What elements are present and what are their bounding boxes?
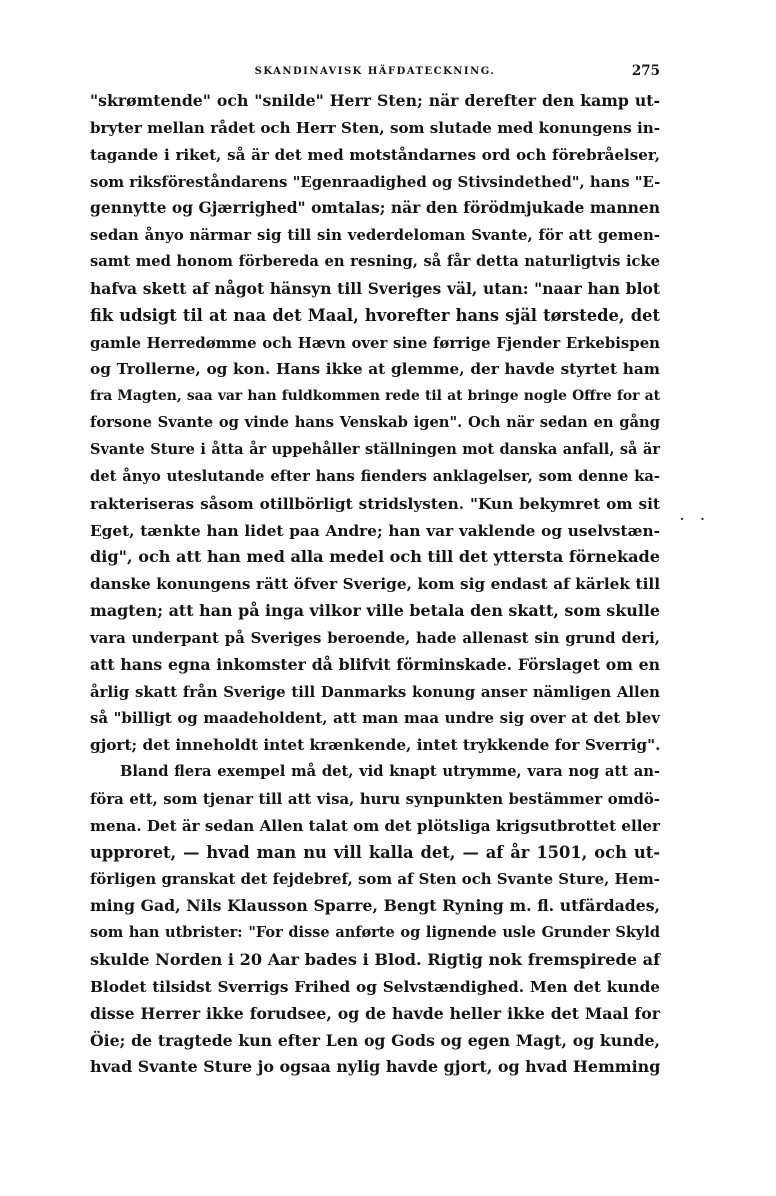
text-line: "skrømtende" och "snilde" Herr Sten; när derefter den kamp ut- xyxy=(90,91,660,110)
page-number: 275 xyxy=(631,63,660,79)
text-line: gjort; det inneholdt intet krænkende, intet trykkende for Sverrig". xyxy=(90,736,661,755)
text-line: Svante Sture i åtta år uppehåller ställningen mot danska anfall, så är xyxy=(90,440,660,458)
text-line: det ånyo uteslutande efter hans fienders anklagelser, som denne ka- xyxy=(90,467,660,485)
text-line: fik udsigt til at naa det Maal, hvorefter hans själ tørstede, det xyxy=(90,305,660,325)
text-line: rakteriseras såsom otillbörligt stridslysten. "Kun bekymret om sit xyxy=(90,494,660,513)
text-line: förligen granskat det fejdebref, som af Sten och Svante Sture, Hem- xyxy=(90,870,660,889)
text-line: Öie; de tragtede kun efter Len og Gods og egen Magt, og kunde, xyxy=(90,1030,660,1050)
text-line: gamle Herredømme och Hævn over sine førrige Fjender Erkebispen xyxy=(90,333,660,352)
text-line: tagande i riket, så är det med motståndarnes ord och förebråelser, xyxy=(90,145,660,164)
text-line: og Trollerne, og kon. Hans ikke at glemme, der havde styrtet ham xyxy=(90,360,660,379)
text-line: bryter mellan rådet och Herr Sten, som slutade med konungens in- xyxy=(90,118,660,137)
text-line: Eget, tænkte han lidet paa Andre; han var vaklende og uselvstæn- xyxy=(90,521,660,540)
page-header xyxy=(90,64,660,84)
text-line: upproret, — hvad man nu vill kalla det, — af år 1501, och ut- xyxy=(90,842,660,862)
text-line: så "billigt og maadeholdent, att man maa undre sig over at det blev xyxy=(90,709,660,728)
margin-mark: · · xyxy=(680,512,711,526)
text-line: magten; att han på inga vilkor ville betala den skatt, som skulle xyxy=(90,601,660,621)
text-line: årlig skatt från Sverige till Danmarks konung anser nämligen Allen xyxy=(90,682,660,701)
text-line: ming Gad, Nils Klausson Sparre, Bengt Ryning m. fl. utfärdades, xyxy=(90,896,660,916)
text-line: Blodet tilsidst Sverrigs Frihed og Selvstændighed. Men det kunde xyxy=(90,977,660,996)
text-line: hafva skett af något hänsyn till Sveriges väl, utan: "naar han blot xyxy=(90,278,660,298)
text-line: hvad Svante Sture jo ogsaa nylig havde gjort, og hvad Hemming xyxy=(90,1057,661,1077)
text-line: att hans egna inkomster då blifvit förminskade. Förslaget om en xyxy=(90,654,660,674)
text-line: föra ett, som tjenar till att visa, huru synpunkten bestämmer omdö- xyxy=(90,789,660,808)
running-head: SKANDINAVISK HÄFDATECKNING. xyxy=(254,66,496,77)
text-line: fra Magten, saa var han fuldkommen rede til at bringe nogle Offre for at xyxy=(90,388,660,405)
body-text xyxy=(90,88,660,1081)
text-line: disse Herrer ikke forudsee, og de havde heller ikke det Maal for xyxy=(90,1003,660,1023)
text-line: sedan ånyo närmar sig till sin vederdeloman Svante, för att gemen- xyxy=(90,226,660,245)
text-line: forsone Svante og vinde hans Venskab igen". Och när sedan en gång xyxy=(90,414,660,432)
text-line: dig", och att han med alla medel och till det yttersta förnekade xyxy=(90,547,661,567)
text-line: samt med honom förbereda en resning, så får detta naturligtvis icke xyxy=(90,253,660,271)
text-line: skulde Norden i 20 Aar bades i Blod. Rigtig nok fremspirede af xyxy=(90,950,660,969)
text-line: som han utbrister: "For disse anførte og lignende usle Grunder Skyld xyxy=(90,924,660,942)
text-line: som riksföreståndarens "Egenraadighed og Stivsindethed", hans "E- xyxy=(90,172,661,191)
text-line: mena. Det är sedan Allen talat om det plötsliga krigsutbrottet eller xyxy=(90,816,660,835)
paragraph-start-line: Bland flera exempel må det, vid knapt utrymme, vara nog att an- xyxy=(120,763,660,781)
text-line: vara underpant på Sveriges beroende, hade allenast sin grund deri, xyxy=(90,628,660,647)
text-line: danske konungens rätt öfver Sverige, kom sig endast af kärlek till xyxy=(90,575,660,594)
text-line: gennytte og Gjærrighed" omtalas; när den förödmjukade mannen xyxy=(90,198,660,218)
